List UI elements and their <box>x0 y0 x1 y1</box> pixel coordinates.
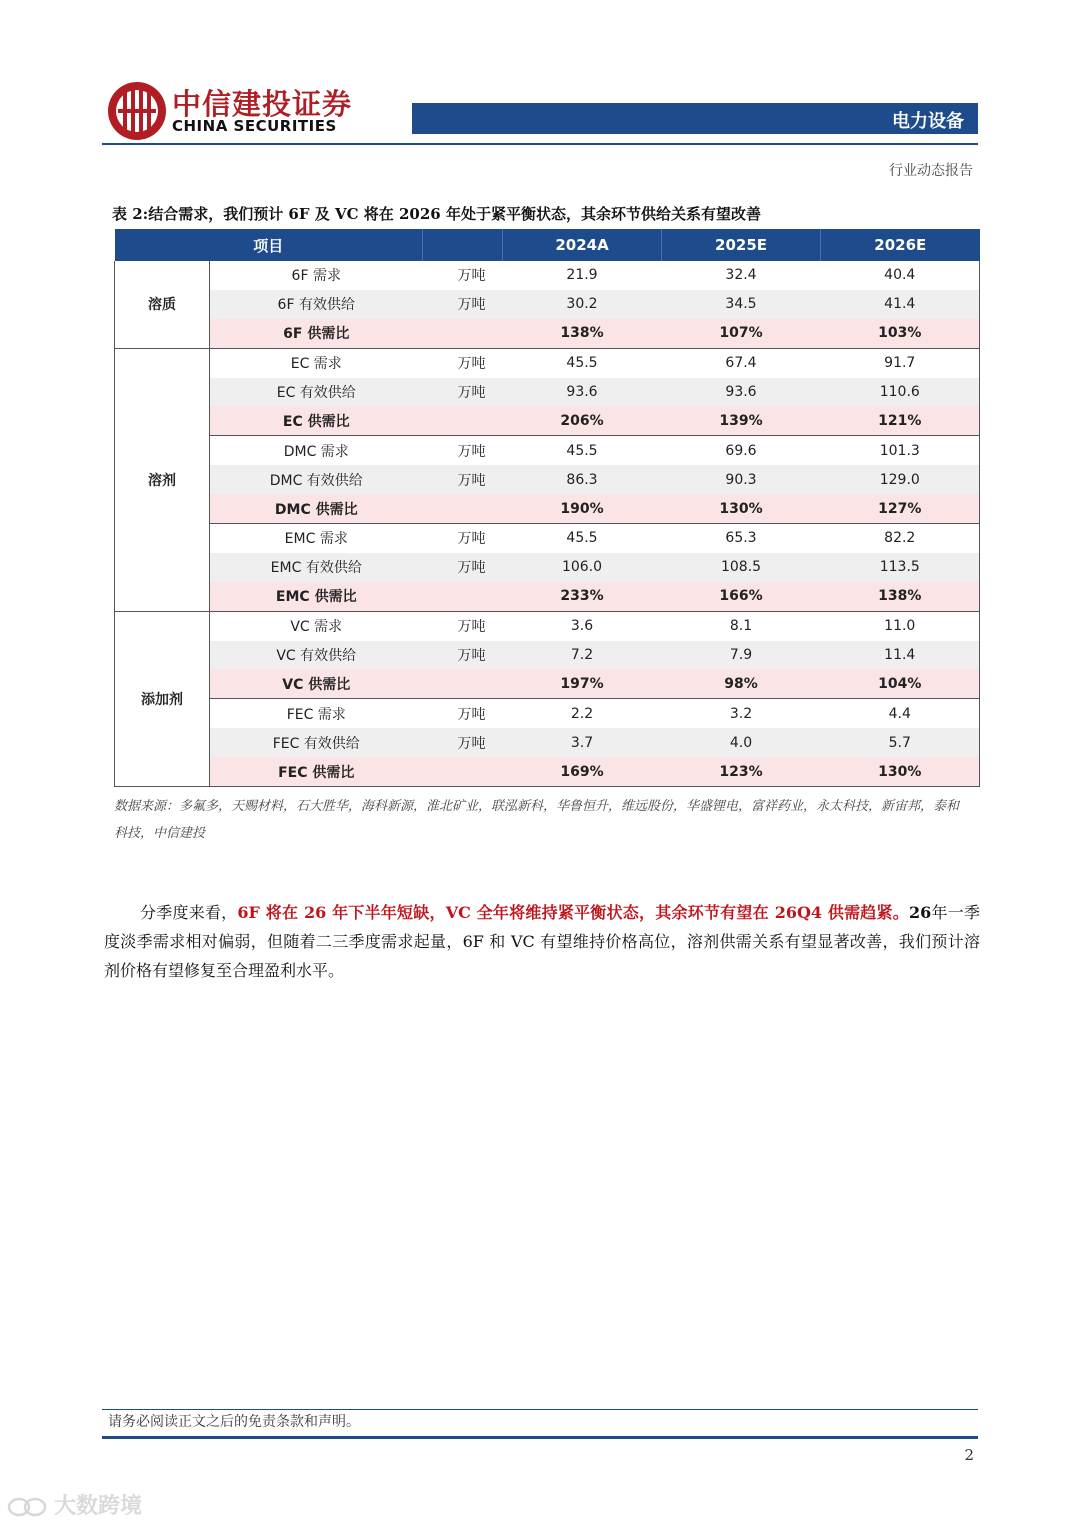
row-value-2024a: 45.5 <box>566 355 598 372</box>
table-row <box>115 348 980 377</box>
header-2026e: 2026E <box>821 229 980 261</box>
row-value-2024a: 197% <box>503 669 662 698</box>
row-value-2025e: 3.2 <box>729 705 753 722</box>
row-value-2024a: 93.6 <box>503 378 662 407</box>
row-item: VC 有效供给 <box>210 641 423 670</box>
row-value-2024a: 21.9 <box>566 267 598 284</box>
category-additive: 添加剂 <box>115 611 210 786</box>
row-value-2026e: 101.3 <box>821 436 980 465</box>
row-value-2024a: 106.0 <box>503 553 662 582</box>
row-item: FEC 有效供给 <box>210 728 423 757</box>
row-value-2025e: 139% <box>662 406 821 435</box>
row-item: EMC 需求 <box>284 531 348 548</box>
table-row <box>115 290 980 319</box>
table-row <box>115 553 980 582</box>
row-value-2024a: 138% <box>503 319 662 348</box>
row-item: EMC 供需比 <box>210 582 423 611</box>
row-value-2026e: 82.2 <box>821 524 980 553</box>
table-row <box>115 699 980 728</box>
row-unit <box>423 319 503 348</box>
row-value-2026e: 40.4 <box>821 261 980 290</box>
row-unit: 万吨 <box>423 553 503 582</box>
row-value-2026e: 11.0 <box>821 611 980 640</box>
row-unit: 万吨 <box>423 290 503 319</box>
row-value-2026e: 110.6 <box>821 378 980 407</box>
row-value-2026e: 41.4 <box>821 290 980 319</box>
page-number: 2 <box>964 1446 974 1464</box>
row-value-2026e: 103% <box>821 319 980 348</box>
row-value-2026e: 104% <box>821 669 980 698</box>
row-item: EC 有效供给 <box>210 378 423 407</box>
row-value-2024a: 7.2 <box>503 641 662 670</box>
category-solute: 溶质 <box>115 261 210 348</box>
row-value-2024a: 233% <box>503 582 662 611</box>
row-value-2026e: 91.7 <box>821 348 980 377</box>
table-row <box>115 611 980 640</box>
row-value-2025e: 4.0 <box>662 728 821 757</box>
watermark <box>6 1489 142 1520</box>
table-row-ratio <box>115 757 980 786</box>
paragraph-highlight: 6F 将在 26 年下半年短缺，VC 全年将维持紧平衡状态，其余环节有望在 26Q4 供需趋紧。 <box>237 903 910 922</box>
row-unit: 万吨 <box>457 619 486 636</box>
table-row <box>115 261 980 290</box>
row-value-2026e: 129.0 <box>821 465 980 494</box>
row-value-2025e: 98% <box>662 669 821 698</box>
row-value-2024a: 86.3 <box>503 465 662 494</box>
row-value-2026e: 4.4 <box>821 699 980 728</box>
row-value-2025e: 7.9 <box>662 641 821 670</box>
row-value-2026e: 11.4 <box>821 641 980 670</box>
row-unit: 万吨 <box>423 641 503 670</box>
row-value-2026e: 130% <box>821 757 980 786</box>
row-value-2025e: 107% <box>662 319 821 348</box>
row-item: 6F 需求 <box>291 268 341 285</box>
table-row <box>115 641 980 670</box>
row-item: EC 需求 <box>290 356 342 373</box>
row-item: DMC 有效供给 <box>210 465 423 494</box>
row-value-2024a: 190% <box>503 494 662 523</box>
category-solvent: 溶剂 <box>115 348 210 611</box>
row-unit <box>423 669 503 698</box>
row-item: FEC 需求 <box>286 706 346 723</box>
footer-divider-thick <box>102 1436 978 1439</box>
row-value-2025e: 108.5 <box>662 553 821 582</box>
row-item: 6F 有效供给 <box>210 290 423 319</box>
table-row-ratio <box>115 494 980 523</box>
row-unit: 万吨 <box>457 706 486 723</box>
table-header-row <box>115 229 980 261</box>
row-unit: 万吨 <box>457 443 486 460</box>
supply-demand-table <box>114 229 980 787</box>
row-value-2026e: 127% <box>821 494 980 523</box>
table-row <box>115 436 980 465</box>
row-unit: 万吨 <box>457 531 486 548</box>
row-value-2026e: 138% <box>821 582 980 611</box>
brand-name-english: CHINA SECURITIES <box>172 117 337 135</box>
disclaimer-note: 请务必阅读正文之后的免责条款和声明。 <box>108 1414 360 1430</box>
row-unit: 万吨 <box>423 465 503 494</box>
row-value-2026e: 5.7 <box>821 728 980 757</box>
paragraph-lead: 分季度来看， <box>140 903 238 922</box>
header-unit <box>423 229 503 261</box>
row-item: FEC 供需比 <box>210 757 423 786</box>
row-item: VC 供需比 <box>210 669 423 698</box>
row-value-2024a: 3.6 <box>570 618 594 635</box>
row-value-2025e: 34.5 <box>662 290 821 319</box>
row-value-2024a: 206% <box>503 406 662 435</box>
row-unit: 万吨 <box>423 378 503 407</box>
paragraph-rest: 年一季度淡季需求相对偏弱，但随着二三季度需求起量，6F 和 VC 有望维持价格高位，溶剂供需关系有望显著改善，我们预计溶剂价格有望修复至合理盈利水平。 <box>104 903 980 980</box>
row-item: DMC 供需比 <box>210 494 423 523</box>
report-type: 行业动态报告 <box>889 163 973 179</box>
row-value-2026e: 113.5 <box>821 553 980 582</box>
table-row <box>115 728 980 757</box>
row-item: DMC 需求 <box>283 443 349 460</box>
table-row-ratio <box>115 669 980 698</box>
table-row <box>115 524 980 553</box>
row-value-2024a: 2.2 <box>570 705 594 722</box>
header-2025e: 2025E <box>662 229 821 261</box>
industry-label: 电力设备 <box>892 111 964 132</box>
row-value-2025e: 90.3 <box>662 465 821 494</box>
table-row-ratio <box>115 319 980 348</box>
row-value-2024a: 3.7 <box>503 728 662 757</box>
header-item: 项目 <box>115 229 423 261</box>
row-value-2025e: 8.1 <box>729 618 753 635</box>
row-value-2025e: 65.3 <box>725 530 757 547</box>
row-value-2024a: 30.2 <box>503 290 662 319</box>
row-item: EMC 有效供给 <box>210 553 423 582</box>
row-unit: 万吨 <box>457 268 486 285</box>
table-row <box>115 465 980 494</box>
china-securities-logo-icon <box>106 80 168 142</box>
row-value-2025e: 69.6 <box>725 442 757 459</box>
row-item: EC 供需比 <box>210 406 423 435</box>
header-2024a: 2024A <box>503 229 662 261</box>
row-unit: 万吨 <box>423 728 503 757</box>
table-row-ratio <box>115 406 980 435</box>
row-value-2025e: 123% <box>662 757 821 786</box>
row-value-2025e: 93.6 <box>662 378 821 407</box>
row-item: 6F 供需比 <box>210 319 423 348</box>
row-value-2025e: 130% <box>662 494 821 523</box>
data-source-note: 数据来源：多氟多，天赐材料，石大胜华，海科新源，淮北矿业，联泓新科，华鲁恒升，维远股份，华盛锂电，富祥药业，永太科技，新宙邦，泰和科技，中信建投 <box>114 799 960 841</box>
industry-banner <box>412 103 978 134</box>
row-value-2024a: 45.5 <box>566 530 598 547</box>
row-value-2025e: 166% <box>662 582 821 611</box>
header-divider <box>102 143 978 145</box>
row-item: VC 需求 <box>290 619 343 636</box>
table-row <box>115 378 980 407</box>
brand-name-chinese: 中信建投证券 <box>172 87 353 121</box>
row-unit <box>423 757 503 786</box>
table-title: 表 2:结合需求，我们预计 6F 及 VC 将在 2026 年处于紧平衡状态，其余环节供给关系有望改善 <box>112 205 761 223</box>
row-value-2024a: 45.5 <box>566 442 598 459</box>
footer-divider <box>102 1409 978 1410</box>
table-row-ratio <box>115 582 980 611</box>
row-value-2025e: 32.4 <box>725 267 757 284</box>
paragraph-year: 26 <box>909 903 932 922</box>
row-unit <box>423 494 503 523</box>
row-value-2024a: 169% <box>503 757 662 786</box>
analysis-paragraph <box>104 898 980 985</box>
row-value-2026e: 121% <box>821 406 980 435</box>
row-unit: 万吨 <box>457 356 486 373</box>
watermark-text: 大数跨境 <box>54 1494 143 1519</box>
row-unit <box>423 406 503 435</box>
row-value-2025e: 67.4 <box>725 355 757 372</box>
watermark-logo-icon <box>6 1495 50 1519</box>
row-unit <box>423 582 503 611</box>
